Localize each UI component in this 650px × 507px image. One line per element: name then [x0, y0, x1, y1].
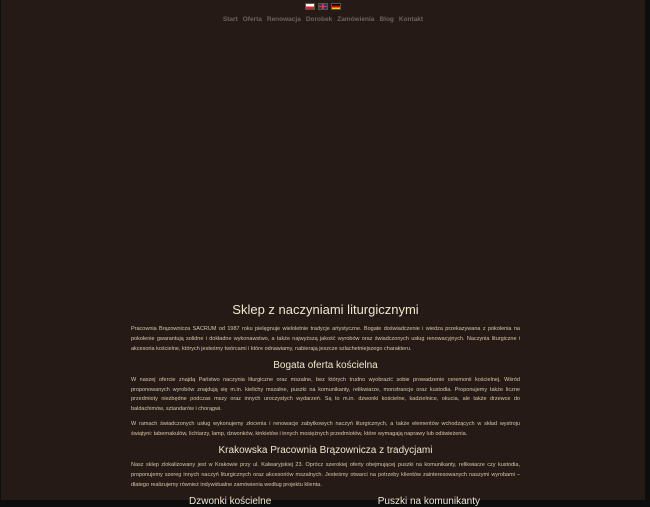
nav-item-zamowienia[interactable]: Zamówienia [337, 16, 375, 23]
column-title-dzwonki: Dzwonki kościelne [189, 495, 272, 507]
oferta-paragraph-2: W ramach świadczonych usług wykonujemy złocenia i renowacje zabytkowych naczyń liturgicznych, a także elementów wchodzących w skład wystroju świątyni: tabernakulów, lichtarzy, lamp, dzwonków, kinkietów i innych mosiężnych przedmiotów, które wymagają naprawy lub odświeżenia. [131, 421, 520, 438]
flag-pl-icon[interactable] [305, 3, 315, 10]
language-switcher [1, 3, 645, 10]
section-title-oferta: Bogata oferta kościelna [273, 359, 378, 371]
main-content [131, 302, 520, 507]
main-nav [1, 16, 645, 23]
nav-item-blog[interactable]: Blog [379, 16, 394, 23]
page [1, 0, 645, 507]
nav-item-kontakt[interactable]: Kontakt [398, 16, 424, 23]
page-title: Sklep z naczyniami liturgicznymi [232, 302, 419, 317]
product-columns [131, 496, 520, 507]
column-title-puszki: Puszki na komunikanty [377, 495, 480, 507]
nav-item-dorobek[interactable]: Dorobek [305, 16, 333, 23]
flag-de-icon[interactable] [331, 3, 341, 10]
pracownia-paragraph: Nasz sklep zlokalizowany jest w Krakowie przy ul. Kalwaryjskiej 23. Oprócz szerokiej oferty obejmującej puszki na komunikanty, relikwiarze czy kustodia, proponujemy szereg innych naczyń liturgicznych oraz akcesoriów mszalnych. Jesteśmy otwarci na potrzeby klientów zainteresowanych naszymi wyrobami – dlatego realizujemy również indywidualne zamówienia według projektu klienta. [131, 462, 520, 488]
section-title-pracownia: Krakowska Pracownia Brązownicza z tradycjami [218, 445, 433, 457]
flag-en-icon[interactable] [318, 3, 328, 10]
intro-paragraph: Pracownia Brązownicza SACRUM od 1987 roku pielęgnuje wieloletnie tradycje artystyczne. Bogate doświadczenie i wiedza przekazywana z pokolenia na pokolenie gwarantują solidne i dokładne wykonawstwo, a także najwyższą jakość wyrobów oraz świadczonych usług renowacyjnych. Naczynia liturgiczne i akcesoria kościelne, których jesteśmy twórcami i które odnawiamy, nabierają jeszcze szlachetniejszego charakteru. [131, 326, 520, 352]
oferta-paragraph-1: W naszej ofercie znajdą Państwo naczynia liturgiczne oraz mszalne, bez których trudno wyobrazić sobie prowadzenie ceremonii kościelnej. Wśród proponowanych wyrobów znajdują się m.in. kielichy mszalne, puszki na komunikanty, relikwiarze, monstrancje oraz kustodia. Proponujemy także liczne przedmioty niezbędne podczas mszy oraz innych uroczystych wydarzeń. Są to m.in. dzwonki kościelne, kadzielnice, okucia, ale także drzewce do baldachimów, sztandarów i chorągwi. [131, 376, 520, 413]
nav-item-renowacja[interactable]: Renowacja [266, 16, 301, 23]
nav-item-oferta[interactable]: Oferta [242, 16, 262, 23]
nav-item-start[interactable]: Start [222, 16, 238, 23]
